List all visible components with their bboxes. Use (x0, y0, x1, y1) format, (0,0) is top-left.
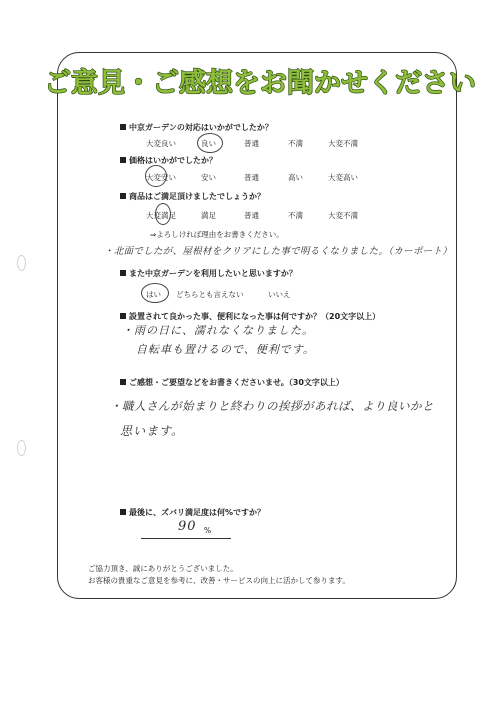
square-bullet-icon (120, 270, 126, 276)
selection-circle (145, 165, 167, 187)
question-price-label: 価格はいかがでしたか？ (129, 156, 217, 165)
option-normal[interactable]: 普通 (244, 139, 259, 148)
square-bullet-icon (120, 509, 126, 515)
question-reuse (120, 268, 297, 279)
selection-circle (141, 283, 169, 303)
feedback-answer-line-1: ・職人さんが始まりと終わりの挨拶があれば、より良いかと (110, 399, 434, 413)
question-service (120, 122, 273, 133)
question-price (120, 155, 217, 166)
square-bullet-icon (120, 193, 126, 199)
option-neither[interactable]: どちらとも言えない (176, 290, 244, 299)
option-expensive[interactable]: 高い (288, 173, 303, 182)
question-satisfaction (120, 507, 265, 518)
selection-circle (155, 203, 171, 225)
option-dissatisfied[interactable]: 不満 (288, 211, 303, 220)
benefit-answer-line-1: ・雨の日に、濡れなくなりました。 (122, 324, 314, 337)
question-product-label: 商品はご満足頂けましたでしょうか？ (129, 192, 265, 201)
option-normal[interactable]: 普通 (244, 211, 259, 220)
page-title-text: ご意見・ご感想をお聞かせください (44, 68, 476, 99)
binder-hole-mark (17, 255, 26, 271)
option-very-cheap[interactable]: 大変安い (146, 173, 176, 182)
option-very-satisfied[interactable]: 大変満足 (146, 211, 176, 220)
satisfaction-value: 90 (178, 519, 197, 534)
benefit-answer-line-2: 自転車も置けるので、便利です。 (136, 343, 315, 356)
reason-answer: ・北面でしたが、屋根材をクリアにした事で明るくなりました。（カーポート） (104, 246, 453, 257)
square-bullet-icon (120, 313, 126, 319)
percent-unit: % (204, 526, 212, 535)
option-yes[interactable]: はい (146, 290, 161, 299)
reason-prompt: ⇒よろしければ理由をお書きください。 (150, 230, 284, 239)
square-bullet-icon (120, 379, 126, 385)
square-bullet-icon (120, 124, 126, 130)
answer-underline (141, 538, 231, 539)
option-very-good[interactable]: 大変良い (146, 139, 176, 148)
option-cheap[interactable]: 安い (201, 173, 216, 182)
square-bullet-icon (120, 157, 126, 163)
question-satisfaction-label: 最後に、ズバリ満足度は何%ですか？ (129, 508, 266, 517)
option-very-expensive[interactable]: 大変高い (328, 173, 358, 182)
question-service-label: 中京ガーデンの対応はいかがでしたか？ (129, 123, 273, 132)
option-no[interactable]: いいえ (268, 290, 291, 299)
question-benefit-label: 設置されて良かった事、便利になった事は何ですか？（20文字以上） (129, 312, 381, 321)
option-normal[interactable]: 普通 (244, 173, 259, 182)
binder-hole-mark (17, 440, 26, 456)
option-dissatisfied[interactable]: 不満 (288, 139, 303, 148)
question-reuse-label: また中京ガーデンを利用したいと思いますか？ (129, 269, 297, 278)
question-feedback-label: ご感想・ご要望などをお書きくださいませ。（30文字以上） (129, 378, 344, 387)
question-product (120, 191, 265, 202)
option-good[interactable]: 良い (201, 139, 216, 148)
selection-circle (197, 133, 223, 153)
option-very-dissatisfied[interactable]: 大変不満 (328, 211, 358, 220)
footer-thanks: ご協力頂き、誠にありがとうございました。 (88, 564, 238, 573)
question-feedback (120, 377, 344, 388)
footer-message: お客様の貴重なご意見を参考に、改善・サービスの向上に活かして参ります。 (88, 576, 350, 585)
question-benefit (120, 311, 380, 322)
option-satisfied[interactable]: 満足 (201, 211, 216, 220)
option-very-dissatisfied[interactable]: 大変不満 (328, 139, 358, 148)
feedback-answer-line-2: 思います。 (120, 424, 185, 438)
page-title (44, 62, 476, 102)
